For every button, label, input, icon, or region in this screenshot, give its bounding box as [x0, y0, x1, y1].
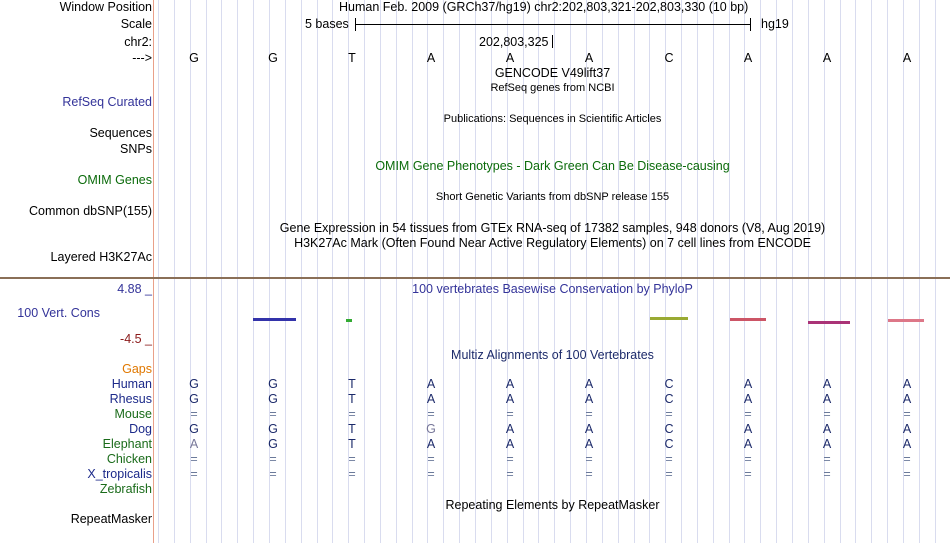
alignment-base: =: [190, 452, 198, 466]
species-label[interactable]: X_tropicalis: [87, 467, 152, 481]
reference-base: A: [902, 51, 912, 65]
alignment-base: A: [822, 377, 832, 391]
strand-arrow-label[interactable]: --->: [132, 51, 152, 65]
dbsnp-track-label[interactable]: Common dbSNP(155): [29, 204, 152, 218]
alignment-base: =: [744, 407, 752, 421]
alignment-base: G: [268, 437, 278, 451]
conservation-bar: [730, 318, 766, 321]
alignment-base: =: [348, 407, 356, 421]
alignment-base: A: [822, 437, 832, 451]
alignment-base: G: [189, 422, 199, 436]
species-label[interactable]: Chicken: [106, 452, 152, 466]
alignment-base: =: [427, 407, 435, 421]
reference-base: G: [268, 51, 278, 65]
alignment-base: G: [268, 392, 278, 406]
h3k27ac-track-label[interactable]: Layered H3K27Ac: [50, 250, 152, 264]
alignment-base: A: [743, 377, 753, 391]
label-column-separator: [153, 0, 154, 543]
alignment-base: T: [348, 437, 356, 451]
alignment-base: G: [268, 422, 278, 436]
species-label[interactable]: Gaps: [122, 362, 152, 376]
reference-base: A: [822, 51, 832, 65]
scale-bar-left-tick: [355, 18, 356, 31]
snps-track-label[interactable]: SNPs: [120, 142, 152, 156]
alignment-base: =: [506, 467, 514, 481]
conservation-min-label: -4.5 _: [120, 332, 152, 346]
alignment-base: A: [426, 392, 436, 406]
refseq-track-label[interactable]: RefSeq Curated: [62, 95, 152, 109]
alignment-base: C: [664, 392, 674, 406]
conservation-bar: [650, 317, 688, 320]
alignment-base: =: [744, 467, 752, 481]
alignment-base: A: [426, 377, 436, 391]
alignment-base: C: [664, 377, 674, 391]
alignment-base: A: [902, 422, 912, 436]
alignment-base: A: [505, 392, 515, 406]
omim-track-title[interactable]: OMIM Gene Phenotypes - Dark Green Can Be Disease-causing: [375, 159, 730, 173]
repeatmasker-track-title[interactable]: Repeating Elements by RepeatMasker: [445, 498, 660, 512]
alignment-base: A: [822, 392, 832, 406]
window-position-label: Window Position: [59, 0, 152, 14]
conservation-bar: [253, 318, 296, 321]
alignment-base: =: [823, 407, 831, 421]
reference-base: C: [664, 51, 674, 65]
alignment-base: A: [189, 437, 199, 451]
alignment-base: =: [427, 452, 435, 466]
alignment-base: =: [665, 407, 673, 421]
alignment-base: =: [506, 452, 514, 466]
reference-base: A: [584, 51, 594, 65]
species-label[interactable]: Rhesus: [109, 392, 152, 406]
alignment-base: C: [664, 422, 674, 436]
conservation-bar: [346, 319, 352, 322]
alignment-base: A: [584, 422, 594, 436]
alignment-base: =: [585, 407, 593, 421]
multiz-track-title[interactable]: Multiz Alignments of 100 Vertebrates: [451, 348, 654, 362]
reference-base: A: [505, 51, 515, 65]
refseq-track-subtitle: RefSeq genes from NCBI: [490, 82, 615, 94]
alignment-base: =: [744, 452, 752, 466]
species-label[interactable]: Mouse: [114, 407, 152, 421]
alignment-base: A: [426, 437, 436, 451]
alignment-base: G: [189, 392, 199, 406]
alignment-base: T: [348, 377, 356, 391]
alignment-base: =: [823, 452, 831, 466]
species-label[interactable]: Elephant: [102, 437, 152, 451]
species-label[interactable]: Dog: [129, 422, 152, 436]
alignment-base: G: [426, 422, 436, 436]
chrom-label: chr2:: [124, 35, 152, 49]
alignment-base: =: [665, 467, 673, 481]
alignment-base: =: [585, 467, 593, 481]
conservation-track-title[interactable]: 100 vertebrates Basewise Conservation by PhyloP: [412, 282, 693, 296]
alignment-base: =: [348, 467, 356, 481]
alignment-base: A: [743, 422, 753, 436]
alignment-base: =: [190, 467, 198, 481]
dbsnp-track-title[interactable]: Short Genetic Variants from dbSNP release 155: [435, 191, 670, 203]
reference-base: A: [743, 51, 753, 65]
alignment-base: A: [743, 392, 753, 406]
position-coordinate-text: 202,803,325: [479, 35, 549, 49]
alignment-base: =: [823, 467, 831, 481]
alignment-base: T: [348, 392, 356, 406]
alignment-base: A: [902, 392, 912, 406]
scale-bases-text: 5 bases: [305, 17, 349, 31]
alignment-base: =: [903, 407, 911, 421]
alignment-base: A: [584, 437, 594, 451]
alignment-base: =: [348, 452, 356, 466]
alignment-base: =: [903, 467, 911, 481]
alignment-base: A: [902, 377, 912, 391]
alignment-base: A: [505, 437, 515, 451]
alignment-base: =: [585, 452, 593, 466]
conservation-max-label: 4.88 _: [117, 282, 152, 296]
gencode-track-title[interactable]: GENCODE V49lift37: [494, 66, 611, 80]
alignment-base: T: [348, 422, 356, 436]
alignment-base: =: [665, 452, 673, 466]
repeatmasker-track-label[interactable]: RepeatMasker: [70, 512, 152, 526]
publications-track-title[interactable]: Publications: Sequences in Scientific Articles: [443, 113, 662, 125]
alignment-base: =: [427, 467, 435, 481]
alignment-base: A: [902, 437, 912, 451]
conservation-bar: [808, 321, 850, 324]
reference-base: G: [189, 51, 199, 65]
scale-bar: [355, 24, 750, 25]
alignment-base: A: [743, 437, 753, 451]
alignment-base: G: [189, 377, 199, 391]
species-label[interactable]: Human: [111, 377, 152, 391]
reference-base: T: [348, 51, 356, 65]
conservation-track-label[interactable]: 100 Vert. Cons: [17, 306, 100, 320]
assembly-db-text: hg19: [761, 17, 789, 31]
alignment-base: =: [269, 452, 277, 466]
h3k27ac-track-title[interactable]: H3K27Ac Mark (Often Found Near Active Regulatory Elements) on 7 cell lines from ENCODE: [294, 236, 811, 250]
track-group-separator: [0, 277, 950, 279]
alignment-base: A: [822, 422, 832, 436]
conservation-bar: [888, 319, 924, 322]
scale-bar-right-tick: [750, 18, 751, 31]
assembly-position-text: Human Feb. 2009 (GRCh37/hg19) chr2:202,803,321-202,803,330 (10 bp): [339, 0, 749, 14]
alignment-base: =: [903, 452, 911, 466]
alignment-base: A: [584, 377, 594, 391]
alignment-base: =: [269, 407, 277, 421]
gtex-track-title[interactable]: Gene Expression in 54 tissues from GTEx RNA-seq of 17382 samples, 948 donors (V8, Aug 2019): [279, 221, 826, 235]
reference-base: A: [426, 51, 436, 65]
species-label[interactable]: Zebrafish: [99, 482, 152, 496]
alignment-base: =: [506, 407, 514, 421]
alignment-base: =: [269, 467, 277, 481]
alignment-base: A: [505, 422, 515, 436]
alignment-base: =: [190, 407, 198, 421]
alignment-base: A: [505, 377, 515, 391]
alignment-base: A: [584, 392, 594, 406]
position-tick: [552, 35, 553, 48]
omim-track-label[interactable]: OMIM Genes: [77, 173, 152, 187]
alignment-base: C: [664, 437, 674, 451]
scale-label: Scale: [120, 17, 152, 31]
sequences-track-label[interactable]: Sequences: [89, 126, 152, 140]
alignment-base: G: [268, 377, 278, 391]
